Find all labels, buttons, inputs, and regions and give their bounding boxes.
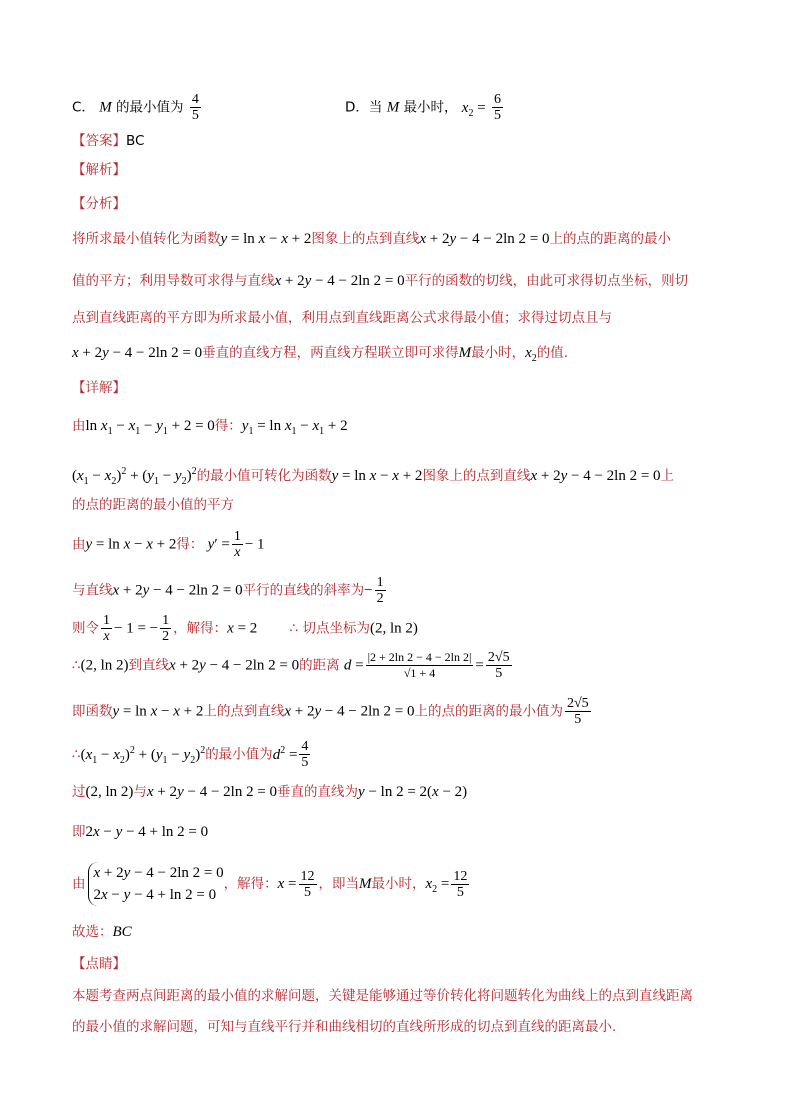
answer-value: BC <box>126 133 145 149</box>
xiangjie-label: 【详解】 <box>72 380 126 396</box>
step-12: 由 x + 2y − 4 − 2ln 2 = 0 2x − y − 4 + ln 2 = 0 ，解得：x = $\frac{12}{5}$ ，即当M最小时，$x_2$ = $\frac{12}{5}$ <box>72 862 471 906</box>
step-5: 与直线x + 2y − 4 − 2ln 2 = 0平行的直线的斜率为− $\frac{1}{2}$ <box>72 575 384 606</box>
fenxi-line-4: x + 2y − 4 − 2ln 2 = 0垂直的直线方程，两直线方程联立即可求得M最小时，$x_2$的值. <box>72 345 569 364</box>
fraction: $\frac{6}{5}$ <box>493 92 501 123</box>
fenxi-line-2: 值的平方；利用导数可求得与直线x + 2y − 4 − 2ln 2 = 0平行的函数的切线，由此可求得切点坐标，则切 <box>72 273 689 289</box>
step-3: 的点的距离的最小值的平方 <box>72 497 234 513</box>
dianjing-line-2: 的最小值的求解问题，可知与直线平行并和曲线相切的直线所形成的切点到直线的距离最小. <box>72 1019 617 1035</box>
answer-line <box>72 131 144 151</box>
step-1: 由$\ln x_1 - x_1 - y_1 + 2 = 0$得：$y_1 = \ln x_1 - x_1 + 2$ <box>72 418 348 437</box>
step-7: ∴(2, ln 2)到直线x + 2y − 4 − 2ln 2 = 0的距离 d = $\frac{|2 + 2\ln 2 - 4 - 2\ln 2|}{√1 + 4}$ = $\frac{2√5}{5}$ <box>72 650 510 681</box>
fenxi-line-3: 点到直线距离的平方即为所求最小值，利用点到直线距离公式求得最小值；求得过切点且与 <box>72 310 612 326</box>
step-6: 则令 $\frac{1}{x}$ − 1 = − $\frac{1}{2}$ ，解得：x = 2 ∴ 切点坐标为(2, ln 2) <box>72 613 418 644</box>
option-c: C． M 的最小值为 $\frac{4}{5}$ <box>72 92 199 123</box>
step-13: 故选：BC <box>72 924 132 940</box>
step-4: 由y = ln x − x + 2得： y′ = $\frac{1}{x}$ − 1 <box>72 529 265 560</box>
jiexi-label: 【解析】 <box>72 162 126 178</box>
step-2: $(x_1 - x_2)^2 + (y_1 - y_2)^2$的最小值可转化为函数y = ln x − x + 2图象上的点到直线x + 2y − 4 − 2ln 2 = 0上 <box>72 466 675 487</box>
fenxi-label: 【分析】 <box>72 196 126 212</box>
fraction: $\frac{4}{5}$ <box>191 92 199 123</box>
step-11: 即2x − y − 4 + ln 2 = 0 <box>72 824 209 840</box>
dianjing-label: 【点睛】 <box>72 956 126 972</box>
step-8: 即函数y = ln x − x + 2上的点到直线x + 2y − 4 − 2ln 2 = 0上的点的距离的最小值为 $\frac{2√5}{5}$ <box>72 696 589 727</box>
option-d: D．当 M 最小时， $x_2$ = $\frac{6}{5}$ <box>345 92 501 123</box>
step-10: 过(2, ln 2)与x + 2y − 4 − 2ln 2 = 0垂直的直线为y − ln 2 = 2(x − 2) <box>72 784 468 800</box>
equation-system: x + 2y − 4 − 2ln 2 = 0 2x − y − 4 + ln 2 = 0 <box>88 862 224 906</box>
answer-label: 【答案】 <box>72 133 126 149</box>
fenxi-line-1: 将所求最小值转化为函数y = ln x − x + 2图象上的点到直线x + 2y − 4 − 2ln 2 = 0上的点的距离的最小 <box>72 231 671 247</box>
dianjing-line-1: 本题考查两点间距离的最小值的求解问题，关键是能够通过等价转化将问题转化为曲线上的点到直线距离 <box>72 988 693 1004</box>
step-9: $\therefore(x_1 - x_2)^2 + (y_1 - y_2)^2$的最小值为$d^2$ = $\frac{4}{5}$ <box>72 739 309 770</box>
